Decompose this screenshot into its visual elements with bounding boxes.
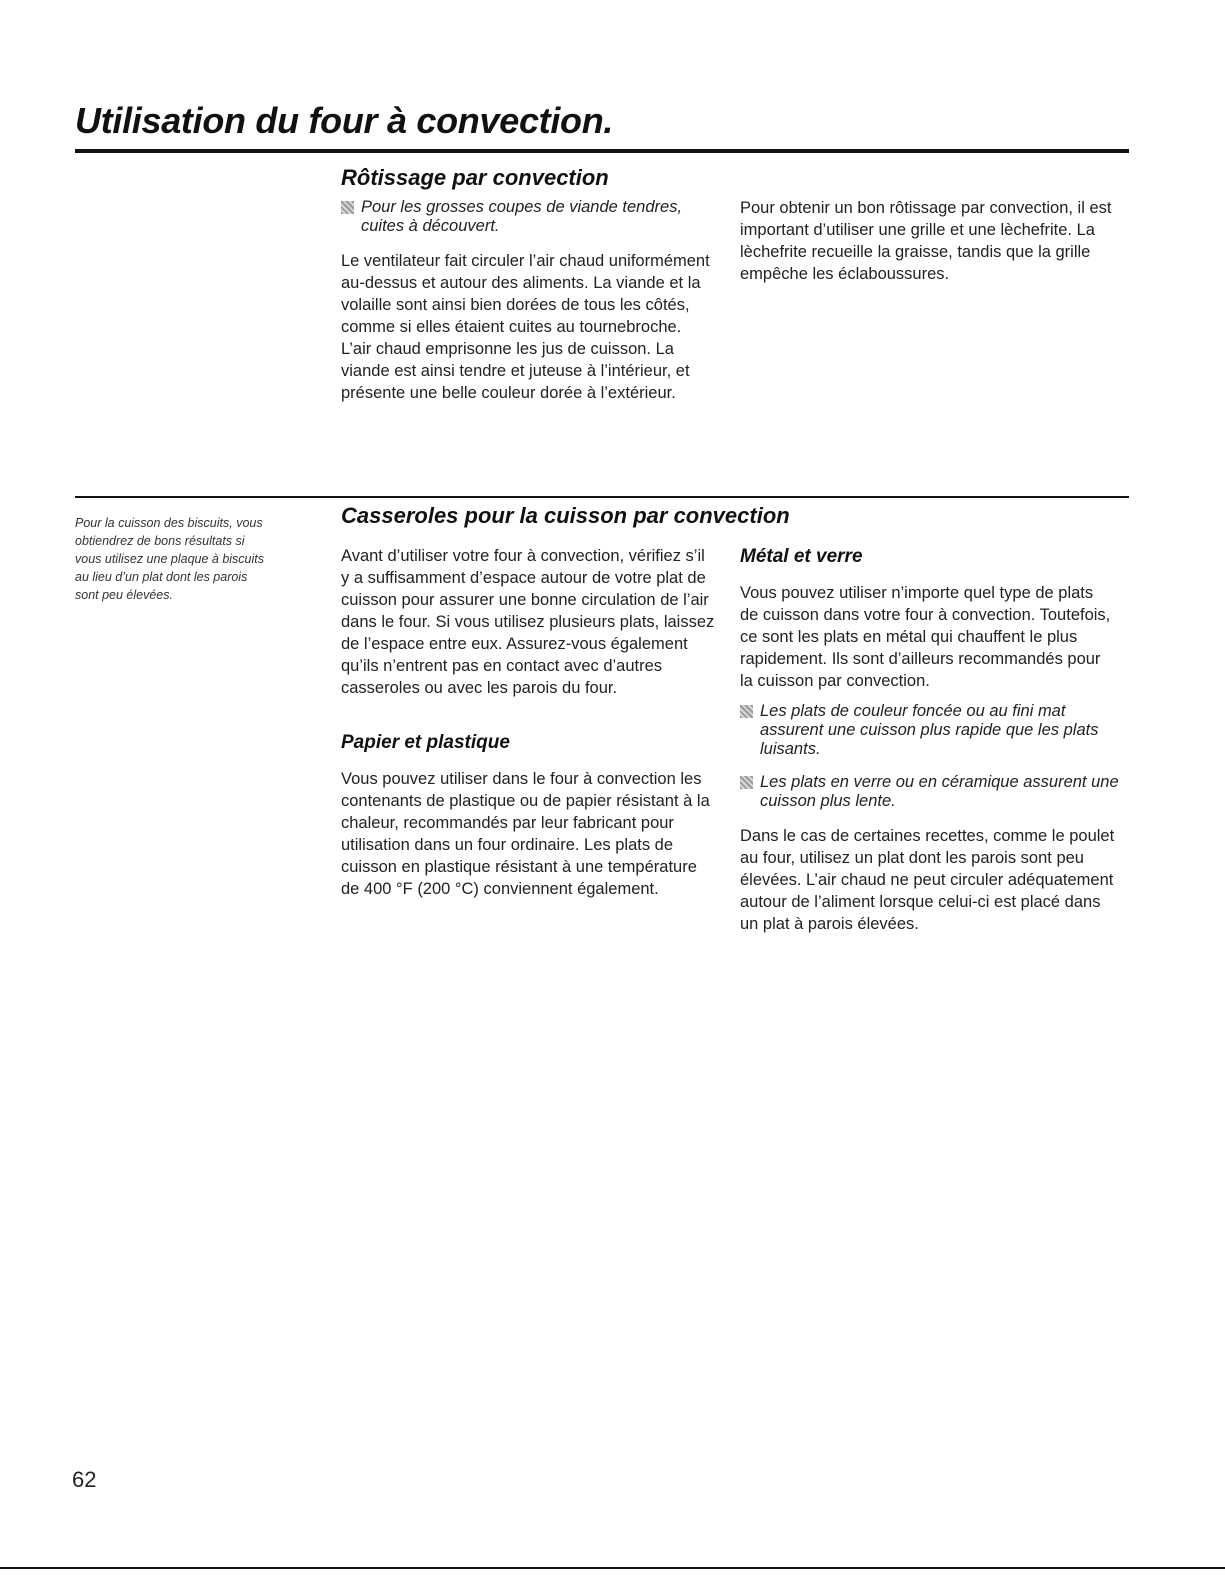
- title-divider: [75, 149, 1129, 153]
- metal-glass-bullet-1: [740, 702, 1122, 759]
- metal-glass-heading: Métal et verre: [740, 546, 863, 567]
- page-title: Utilisation du four à convection.: [75, 100, 614, 141]
- footer-rule: [0, 1567, 1225, 1569]
- page-number: 62: [72, 1467, 97, 1492]
- roasting-heading: Rôtissage par convection: [341, 165, 609, 190]
- roasting-paragraph: Le ventilateur fait circuler l’air chaud uniformément au-dessus et autour des aliments. La viande et la volaille sont ainsi bien dorées de tous les côtés, comme si elles étaient cuites au tournebroche. L’air chaud emprisonne les jus de cuisson. La viande est ainsi tendre et juteuse à l’intérieur, et présente une belle couleur dorée à l’extérieur.: [341, 252, 710, 402]
- roasting-right-paragraph: Pour obtenir un bon rôtissage par convection, il est important d’utiliser une grille et une lèchefrite. La lèchefrite recueille la graisse, tandis que la grille empêche les éclaboussures.: [740, 199, 1112, 283]
- metal-glass-paragraph: Vous pouvez utiliser n’importe quel type de plats de cuisson dans votre four à convection. Toutefois, ce sont les plats en métal qui chauffent le plus rapidement. Ils sont d’ailleurs recommandés pour la cuisson par convection.: [740, 584, 1111, 690]
- cookware-heading: Casseroles pour la cuisson par convection: [341, 503, 790, 528]
- metal-glass-bullet-text: Les plats de couleur foncée ou au fini mat assurent une cuisson plus rapide que les plats luisants.: [760, 702, 1099, 758]
- section-divider: [75, 496, 1129, 498]
- paper-plastic-heading: Papier et plastique: [341, 732, 510, 753]
- metal-glass-closing-paragraph: Dans le cas de certaines recettes, comme le poulet au four, utilisez un plat dont les parois sont peu élevées. L’air chaud ne peut circuler adéquatement autour de l’aliment lorsque celui-ci est placé dans un plat à parois élevées.: [740, 827, 1115, 933]
- cookware-intro-paragraph: Avant d’utiliser votre four à convection, vérifiez s’il y a suffisamment d’espace autour de votre plat de cuisson pour assurer une bonne circulation de l’air dans le four. Si vous utilisez plusieurs plats, laissez de l’espace entre eux. Assurez-vous également qu’ils n’entrent pas en contact avec d’autres casseroles ou avec les parois du four.: [341, 547, 715, 697]
- sidebar-note: Pour la cuisson des biscuits, vous obtiendrez de bons résultats si vous utilisez une plaque à biscuits au lieu d’un plat dont les parois sont peu élevées.: [75, 516, 265, 602]
- metal-glass-bullet-text: Les plats en verre ou en céramique assurent une cuisson plus lente.: [760, 773, 1119, 810]
- bullet-square-icon: [740, 705, 753, 718]
- bullet-square-icon: [740, 776, 753, 789]
- paper-plastic-paragraph: Vous pouvez utiliser dans le four à convection les contenants de plastique ou de papier résistant à la chaleur, recommandés par leur fabricant pour utilisation dans un four ordinaire. Les plats de cuisson en plastique résistant à une température de 400 °F (200 °C) conviennent également.: [341, 770, 710, 898]
- roasting-bullet-item: [341, 198, 706, 236]
- bullet-square-icon: [341, 201, 354, 214]
- metal-glass-bullet-2: [740, 773, 1120, 811]
- roasting-bullet-text: Pour les grosses coupes de viande tendres, cuites à découvert.: [361, 198, 683, 235]
